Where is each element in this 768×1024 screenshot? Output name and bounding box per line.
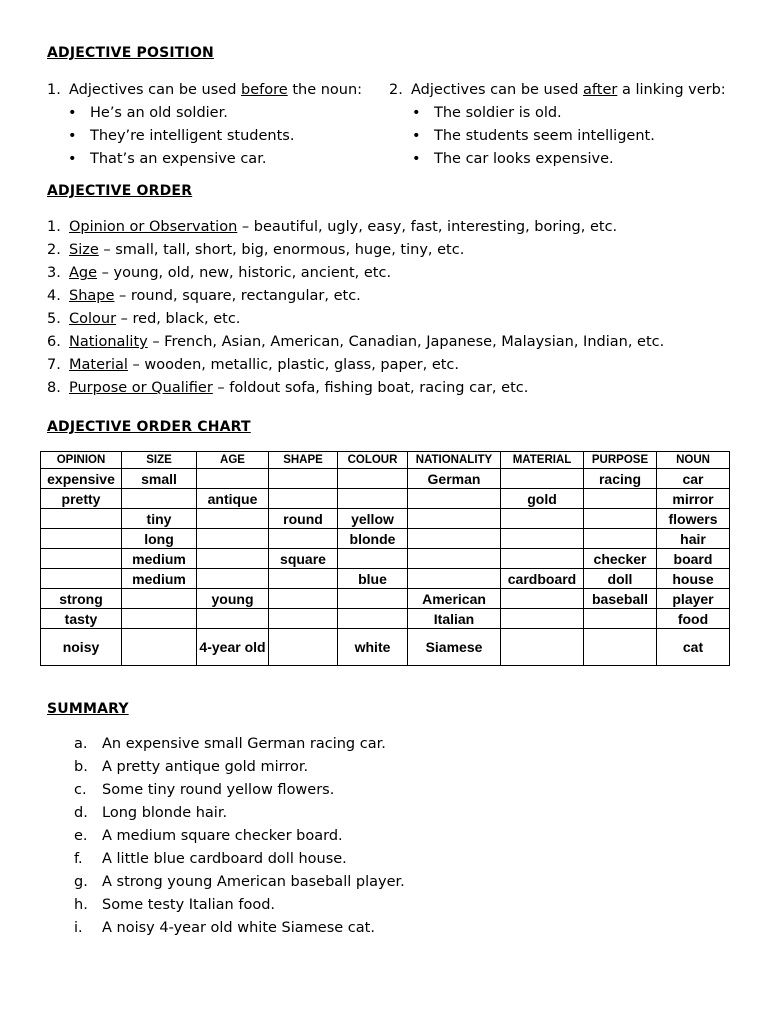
table-cell: board — [657, 549, 730, 569]
bullet-icon: • — [68, 105, 77, 121]
order-term: Material — [69, 357, 128, 373]
order-desc: – small, tall, short, big, enormous, huge, tiny, etc. — [98, 242, 465, 258]
table-cell: medium — [122, 549, 197, 569]
example-item — [412, 102, 655, 125]
summary-item — [74, 848, 405, 871]
after-examples — [412, 102, 655, 171]
table-cell: pretty — [41, 489, 122, 509]
summary-item — [74, 756, 405, 779]
example-item — [68, 125, 294, 148]
order-number: 6. — [47, 334, 61, 350]
table-cell — [501, 549, 584, 569]
table-cell: house — [657, 569, 730, 589]
order-item — [47, 377, 664, 400]
summary-text: A pretty antique gold mirror. — [102, 759, 309, 775]
rule-number: 1. — [47, 82, 61, 98]
column-header: NATIONALITY — [408, 452, 501, 469]
order-term: Opinion or Observation — [69, 219, 238, 235]
table-cell: Italian — [408, 609, 501, 629]
table-cell — [408, 569, 501, 589]
chart-heading: ADJECTIVE ORDER CHART — [47, 419, 251, 435]
order-desc: – foldout sofa, fishing boat, racing car, etc. — [212, 380, 529, 396]
table-cell — [584, 609, 657, 629]
order-desc: – beautiful, ugly, easy, fast, interesting, boring, etc. — [237, 219, 618, 235]
table-cell — [338, 489, 408, 509]
order-number: 4. — [47, 288, 61, 304]
order-list — [47, 216, 664, 400]
summary-text: An expensive small German racing car. — [102, 736, 386, 752]
table-cell: player — [657, 589, 730, 609]
table-cell: racing — [584, 469, 657, 489]
table-row — [41, 549, 730, 569]
order-desc: – red, black, etc. — [116, 311, 241, 327]
example-text: The students seem intelligent. — [434, 128, 655, 144]
table-body — [41, 469, 730, 666]
order-heading: ADJECTIVE ORDER — [47, 183, 193, 199]
bullet-icon: • — [68, 128, 77, 144]
order-term: Colour — [69, 311, 117, 327]
order-item — [47, 331, 664, 354]
table-cell — [338, 469, 408, 489]
summary-letter: d. — [74, 805, 88, 821]
example-text: They’re intelligent students. — [90, 128, 295, 144]
table-cell: hair — [657, 529, 730, 549]
table-cell: medium — [122, 569, 197, 589]
table-cell: cat — [657, 629, 730, 666]
example-item — [68, 102, 294, 125]
table-cell — [501, 589, 584, 609]
table-cell: German — [408, 469, 501, 489]
example-item — [412, 148, 655, 171]
table-cell — [197, 509, 269, 529]
table-cell — [408, 489, 501, 509]
summary-text: Long blonde hair. — [102, 805, 228, 821]
summary-letter: f. — [74, 851, 83, 867]
table-cell: antique — [197, 489, 269, 509]
table-cell: blonde — [338, 529, 408, 549]
order-term: Age — [69, 265, 98, 281]
order-number: 1. — [47, 219, 61, 235]
order-item — [47, 239, 664, 262]
summary-text: A strong young American baseball player. — [102, 874, 405, 890]
table-cell: flowers — [657, 509, 730, 529]
bullet-icon: • — [412, 151, 421, 167]
table-cell: American — [408, 589, 501, 609]
table-cell — [338, 549, 408, 569]
order-desc: – young, old, new, historic, ancient, etc. — [97, 265, 392, 281]
table-row — [41, 509, 730, 529]
order-desc: – French, Asian, American, Canadian, Japanese, Malaysian, Indian, etc. — [147, 334, 665, 350]
table-cell: expensive — [41, 469, 122, 489]
rule-text-pre: Adjectives can be used — [411, 82, 584, 98]
summary-letter: h. — [74, 897, 88, 913]
order-item — [47, 262, 664, 285]
summary-heading: SUMMARY — [47, 701, 129, 717]
table-cell — [41, 549, 122, 569]
summary-item — [74, 871, 405, 894]
summary-item — [74, 825, 405, 848]
table-cell: doll — [584, 569, 657, 589]
column-header: NOUN — [657, 452, 730, 469]
table-cell — [41, 529, 122, 549]
table-cell: strong — [41, 589, 122, 609]
rule-text-post: the noun: — [287, 82, 363, 98]
order-item — [47, 285, 664, 308]
table-cell — [122, 489, 197, 509]
table-row — [41, 629, 730, 666]
table-cell: long — [122, 529, 197, 549]
table-cell: Siamese — [408, 629, 501, 666]
summary-letter: i. — [74, 920, 83, 936]
table-cell: car — [657, 469, 730, 489]
rule-keyword: before — [241, 82, 288, 98]
summary-text: A little blue cardboard doll house. — [102, 851, 347, 867]
table-cell: tiny — [122, 509, 197, 529]
table-cell: square — [269, 549, 338, 569]
order-term: Nationality — [69, 334, 148, 350]
summary-text: A medium square checker board. — [102, 828, 343, 844]
table-cell — [584, 529, 657, 549]
summary-item — [74, 802, 405, 825]
rule-text-post: a linking verb: — [617, 82, 726, 98]
table-cell — [122, 629, 197, 666]
column-header: SIZE — [122, 452, 197, 469]
table-cell: tasty — [41, 609, 122, 629]
column-header: COLOUR — [338, 452, 408, 469]
table-cell — [408, 509, 501, 529]
table-cell — [122, 609, 197, 629]
table-cell: white — [338, 629, 408, 666]
order-term: Purpose or Qualifier — [69, 380, 213, 396]
table-cell: mirror — [657, 489, 730, 509]
bullet-icon: • — [68, 151, 77, 167]
summary-text: Some tiny round yellow flowers. — [102, 782, 335, 798]
table-cell — [197, 569, 269, 589]
order-item — [47, 354, 664, 377]
summary-item — [74, 733, 405, 756]
example-text: That’s an expensive car. — [90, 151, 267, 167]
bullet-icon: • — [412, 128, 421, 144]
summary-item — [74, 779, 405, 802]
order-item — [47, 308, 664, 331]
table-cell — [584, 629, 657, 666]
order-term: Size — [69, 242, 99, 258]
table-cell — [338, 609, 408, 629]
summary-list — [74, 733, 405, 940]
order-item — [47, 216, 664, 239]
column-header: MATERIAL — [501, 452, 584, 469]
order-number: 3. — [47, 265, 61, 281]
table-cell: noisy — [41, 629, 122, 666]
order-number: 2. — [47, 242, 61, 258]
table-header-row — [41, 452, 730, 469]
summary-text: A noisy 4-year old white Siamese cat. — [102, 920, 375, 936]
order-term: Shape — [69, 288, 115, 304]
table-row — [41, 569, 730, 589]
table-cell — [269, 589, 338, 609]
table-cell: checker — [584, 549, 657, 569]
order-number: 7. — [47, 357, 61, 373]
table-cell: gold — [501, 489, 584, 509]
table-row — [41, 469, 730, 489]
table-row — [41, 529, 730, 549]
example-text: The soldier is old. — [434, 105, 562, 121]
summary-item — [74, 894, 405, 917]
position-heading: ADJECTIVE POSITION — [47, 45, 214, 61]
example-text: He’s an old soldier. — [90, 105, 228, 121]
table-cell — [584, 509, 657, 529]
rule-text-pre: Adjectives can be used — [69, 82, 242, 98]
summary-letter: c. — [74, 782, 87, 798]
example-text: The car looks expensive. — [434, 151, 614, 167]
table-cell — [41, 509, 122, 529]
order-desc: – wooden, metallic, plastic, glass, paper, etc. — [127, 357, 460, 373]
summary-item — [74, 917, 405, 940]
rule-keyword: after — [583, 82, 618, 98]
summary-letter: g. — [74, 874, 88, 890]
table-cell — [408, 549, 501, 569]
table-cell: cardboard — [501, 569, 584, 589]
table-row — [41, 609, 730, 629]
table-cell — [501, 629, 584, 666]
bullet-icon: • — [412, 105, 421, 121]
table-cell: round — [269, 509, 338, 529]
table-cell — [584, 489, 657, 509]
order-number: 5. — [47, 311, 61, 327]
table-cell — [408, 529, 501, 549]
table-cell — [197, 549, 269, 569]
table-cell — [122, 589, 197, 609]
table-cell — [269, 569, 338, 589]
table-cell: yellow — [338, 509, 408, 529]
column-header: PURPOSE — [584, 452, 657, 469]
table-cell — [338, 589, 408, 609]
table-cell — [197, 469, 269, 489]
summary-text: Some testy Italian food. — [102, 897, 276, 913]
table-row — [41, 489, 730, 509]
table-cell: food — [657, 609, 730, 629]
table-cell — [197, 529, 269, 549]
table-cell — [269, 469, 338, 489]
summary-letter: e. — [74, 828, 88, 844]
table-cell — [501, 469, 584, 489]
column-header: AGE — [197, 452, 269, 469]
table-cell — [269, 609, 338, 629]
table-cell: baseball — [584, 589, 657, 609]
adjective-order-table — [40, 451, 730, 666]
order-number: 8. — [47, 380, 61, 396]
table-row — [41, 589, 730, 609]
column-header: SHAPE — [269, 452, 338, 469]
order-desc: – round, square, rectangular, etc. — [114, 288, 361, 304]
position-rule-before — [47, 79, 362, 102]
table-cell — [269, 629, 338, 666]
table-cell — [501, 529, 584, 549]
before-examples — [68, 102, 294, 171]
column-header: OPINION — [41, 452, 122, 469]
table-cell — [501, 509, 584, 529]
summary-letter: a. — [74, 736, 88, 752]
table-cell — [41, 569, 122, 589]
table-cell: small — [122, 469, 197, 489]
table-cell — [269, 489, 338, 509]
rule-number: 2. — [389, 82, 403, 98]
example-item — [412, 125, 655, 148]
table-cell: blue — [338, 569, 408, 589]
table-cell — [269, 529, 338, 549]
table-cell — [197, 609, 269, 629]
summary-letter: b. — [74, 759, 88, 775]
example-item — [68, 148, 294, 171]
table-cell: young — [197, 589, 269, 609]
table-cell — [501, 609, 584, 629]
table-cell: 4-year old — [197, 629, 269, 666]
position-rule-after — [389, 79, 726, 102]
